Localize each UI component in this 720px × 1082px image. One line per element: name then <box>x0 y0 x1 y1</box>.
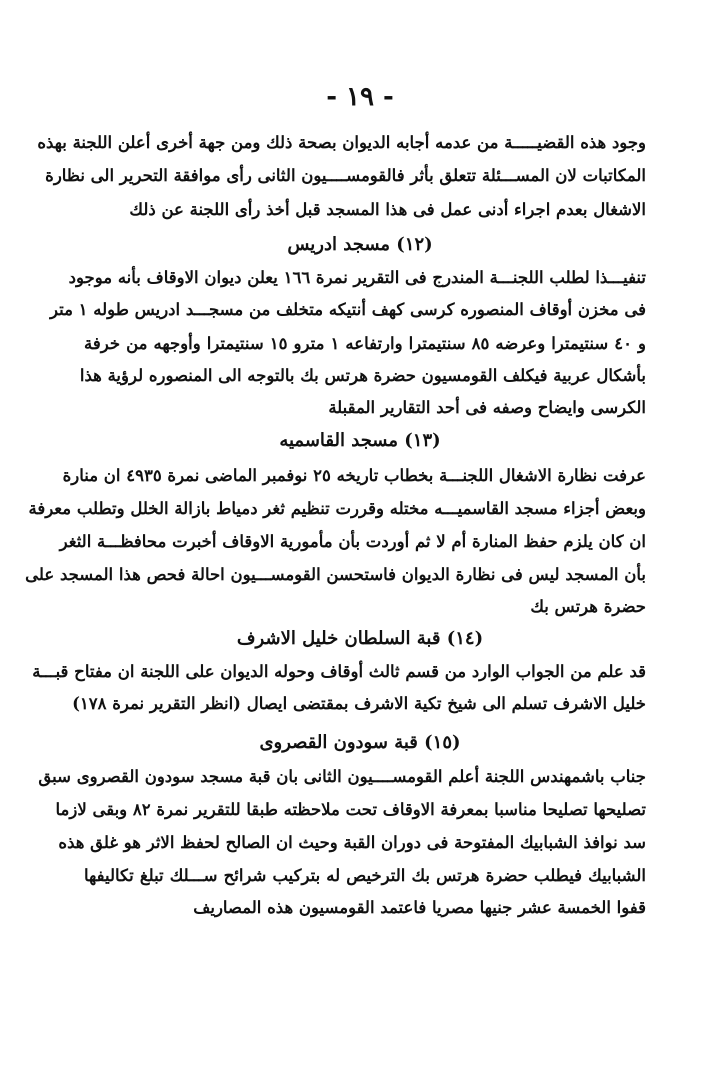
text-line: بأشكال عربية فيكلف القومسيون حضرة هرتس بك بالتوجه الى المنصوره لرؤية هذا <box>79 366 646 385</box>
text-line: وجود هذه القضيـــــة من عدمه أجابه الديوان بصحة ذلك ومن جهة أخرى أعلن اللجنة بهذه <box>37 133 646 152</box>
text-line: قد علم من الجواب الوارد من قسم ثالث أوقاف وحوله الديوان على اللجنة ان مفتاح قبـــة <box>32 662 646 681</box>
page-number: - ١٩ - <box>326 82 394 112</box>
section-heading: (١٤) قبة السلطان خليل الاشرف <box>236 628 484 649</box>
text-line: بأن المسجد ليس فى نظارة الديوان فاستحسن القومســـيون احالة فحص هذا المسجد على <box>25 565 646 584</box>
text-line: المكاتبات لان المســـئلة تتعلق بأثر فالقومســــيون الثانى رأى موافقة التحرير الى نظارة <box>45 166 646 185</box>
text-line: الاشغال بعدم اجراء أدنى عمل فى هذا المسجد قبل أخذ رأى اللجنة عن ذلك <box>129 200 646 219</box>
section-heading: (١٣) مسجد القاسميه <box>279 430 441 451</box>
text-line: حضرة هرتس بك <box>530 597 646 616</box>
text-line: ان كان يلزم حفظ المنارة أم لا ثم أوردت بأن مأمورية الاوقاف أخبرت محافظـــة الثغر <box>59 532 646 551</box>
text-line: جناب باشمهندس اللجنة أعلم القومســــيون الثانى بان قبة مسجد سودون القصروى سبق <box>38 767 646 786</box>
text-line: تنفيـــذا لطلب اللجنـــة المندرج فى التقرير نمرة ١٦٦ يعلن ديوان الاوقاف بأنه موجود <box>68 268 646 287</box>
text-line: سد نوافذ الشبابيك المفتوحة فى دوران القبة وحيث ان الصالح لحفظ الاثر هو غلق هذه <box>58 833 646 852</box>
text-line: الكرسى وايضاح وصفه فى أحد التقارير المقبلة <box>328 398 646 417</box>
section-heading: (١٢) مسجد ادريس <box>287 234 433 255</box>
text-line: تصليحها تصليحا مناسبا بمعرفة الاوقاف تحت ملاحظته طبقا للتقرير نمرة ٨٢ وبقى لازما <box>55 800 646 819</box>
text-line: فى مخزن أوقاف المنصوره كرسى كهف أنتيكه متخلف من مسجـــد ادريس طوله ١ متر <box>50 300 646 319</box>
text-line: الشبابيك فيطلب حضرة هرتس بك الترخيص له بتركيب شرائح ســـلك تبلغ تكاليفها <box>84 866 646 885</box>
text-line: قفوا الخمسة عشر جنيها مصريا فاعتمد القومسيون هذه المصاريف <box>193 898 646 917</box>
text-line: وبعض أجزاء مسجد القاسميـــه مختله وقررت تنظيم ثغر دمياط بازالة الخلل وتطلب معرفة <box>28 499 646 518</box>
text-line: خليل الاشرف تسلم الى شيخ تكية الاشرف بمقتضى ايصال (انظر التقرير نمرة ١٧٨) <box>72 694 646 713</box>
section-heading: (١٥) قبة سودون القصروى <box>259 732 461 753</box>
text-line: عرفت نظارة الاشغال اللجنـــة بخطاب تاريخه ٢٥ نوفمبر الماضى نمرة ٤٩٣٥ ان منارة <box>62 466 646 485</box>
text-line: و ٤٠ سنتيمترا وعرضه ٨٥ سنتيمترا وارتفاعه ١ مترو ١٥ سنتيمترا وأوجهه من خرفة <box>84 334 646 353</box>
